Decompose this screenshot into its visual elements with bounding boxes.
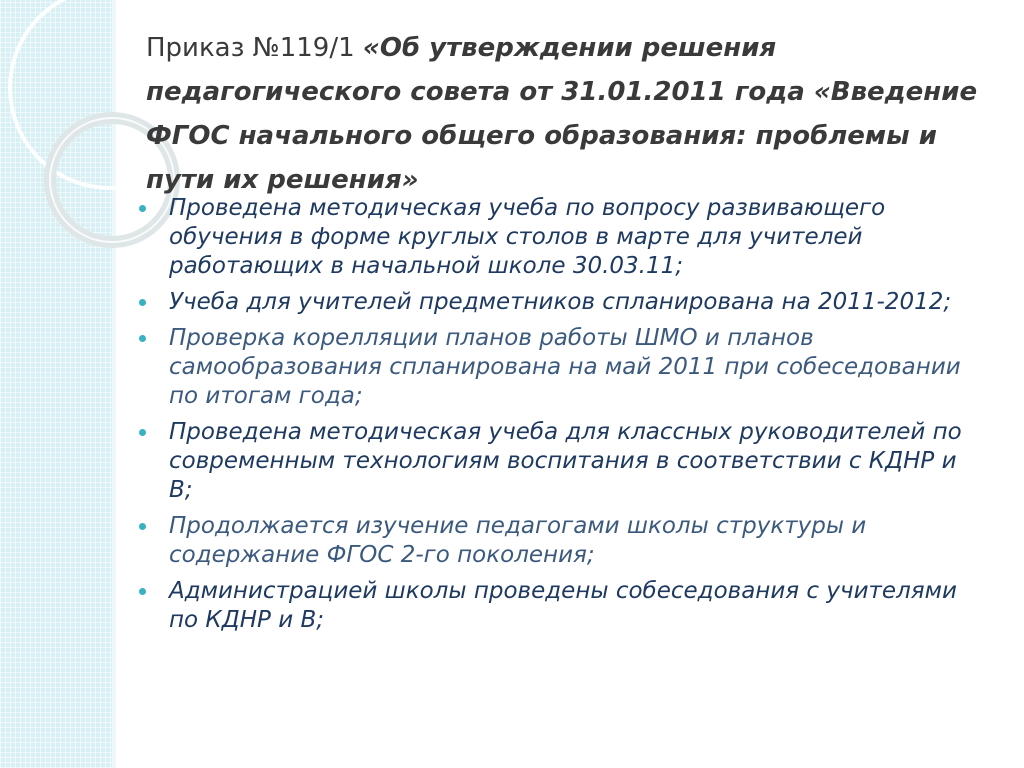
list-item (136, 512, 986, 570)
list-item-text: Продолжается изучение педагогами школы структуры и содержание ФГОС 2-го поколения; (169, 513, 867, 568)
list-item (136, 324, 986, 411)
list-item (136, 288, 986, 317)
list-item-text: Проведена методическая учеба для классных руководителей по современным технологиям воспитания в соответствии с КДНР и В; (169, 419, 962, 503)
bullet-list (136, 194, 986, 642)
list-item-text: Учеба для учителей предметников спланирована на 2011-2012; (169, 289, 952, 315)
title-prefix: Приказ №119/1 (146, 33, 363, 63)
bullet-dot (139, 205, 146, 212)
list-item (136, 194, 986, 281)
list-item (136, 577, 986, 635)
bullet-dot (139, 429, 146, 436)
list-item (136, 418, 986, 505)
list-item-text: Администрацией школы проведены собеседования с учителями по КДНР и В; (169, 578, 957, 633)
bullet-dot (139, 588, 146, 595)
bullet-dot (139, 335, 146, 342)
slide-title (146, 26, 986, 202)
title-emphasis: «Об утверждении решения педагогического совета от 31.01.2011 года «Введение ФГОС начального общего образования: проблемы и пути их решения» (146, 33, 978, 195)
list-item-text: Проведена методическая учеба по вопросу развивающего обучения в форме круглых столов в марте для учителей работающих в начальной школе 30.03.11; (169, 195, 886, 279)
bullet-dot (139, 299, 146, 306)
list-item-text: Проверка корелляции планов работы ШМО и планов самообразования спланирована на май 2011 при собеседовании по итогам года; (169, 325, 961, 409)
bullet-dot (139, 523, 146, 530)
